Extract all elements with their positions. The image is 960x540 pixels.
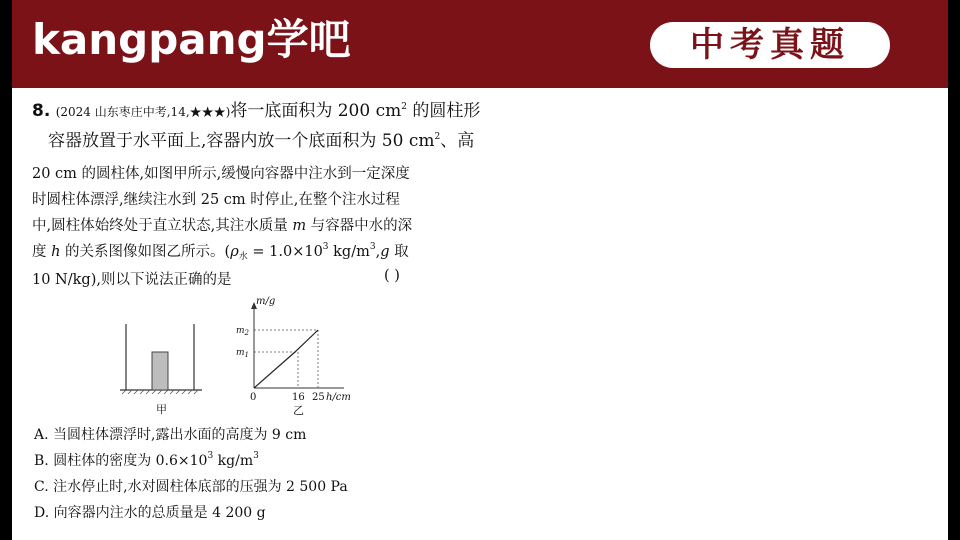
question-text: 中,圆柱体始终处于直立状态,其注水质量 bbox=[32, 218, 293, 234]
question-text: 的圆柱形 bbox=[406, 101, 481, 121]
option-d[interactable] bbox=[34, 502, 266, 522]
origin-label: 0 bbox=[250, 392, 257, 403]
header-banner bbox=[12, 0, 948, 88]
question-line-1 bbox=[32, 96, 480, 121]
option-text: 圆柱体的密度为 0.6×10 bbox=[53, 453, 208, 469]
figure-label-yi: 乙 bbox=[293, 404, 304, 417]
m1-tick-label: $m_1$ bbox=[236, 348, 250, 359]
question-text: 的关系图像如图乙所示。( bbox=[60, 244, 231, 260]
floor-hatching bbox=[122, 390, 198, 394]
option-text: kg/m bbox=[213, 453, 254, 469]
question-text: 取 bbox=[389, 244, 409, 260]
question-line-7: 10 N/kg),则以下说法正确的是 bbox=[32, 272, 232, 288]
variable-m: m bbox=[292, 218, 307, 234]
variable-h: h bbox=[51, 244, 61, 260]
option-text: 注水停止时,水对圆柱体底部的压强为 2 500 Pa bbox=[53, 479, 348, 495]
x-tick-16: 16 bbox=[292, 392, 305, 403]
option-b[interactable] bbox=[34, 450, 259, 470]
superscript: 2 bbox=[401, 102, 407, 112]
question-line-2 bbox=[48, 126, 474, 151]
content-area bbox=[12, 0, 948, 540]
question-text: 将一底面积为 200 cm bbox=[230, 101, 402, 121]
superscript: 3 bbox=[322, 242, 329, 252]
figure-area bbox=[112, 292, 452, 422]
option-text: 向容器内注水的总质量是 4 200 g bbox=[53, 505, 266, 521]
question-text: 与容器中水的深 bbox=[306, 218, 413, 234]
y-axis-label: m/g bbox=[256, 296, 276, 307]
question-text: 容器放置于水平面上,容器内放一个底面积为 50 cm bbox=[48, 131, 435, 151]
option-text: 当圆柱体漂浮时,露出水面的高度为 9 cm bbox=[53, 427, 307, 443]
option-a[interactable] bbox=[34, 424, 306, 444]
option-label: B. bbox=[34, 453, 49, 469]
question-line-5 bbox=[32, 214, 412, 235]
figure-label-jia: 甲 bbox=[156, 403, 167, 416]
superscript: 3 bbox=[207, 451, 214, 461]
question-text: kg/m bbox=[328, 244, 370, 260]
figure-container-diagram bbox=[120, 324, 202, 416]
question-line-3: 20 cm 的圆柱体,如图甲所示,缓慢向容器中注水到一定深度 bbox=[32, 166, 410, 182]
question-text: = 1.0×10 bbox=[247, 244, 323, 260]
question-line-6 bbox=[32, 240, 409, 262]
superscript: 2 bbox=[434, 132, 441, 142]
series-line bbox=[254, 330, 318, 388]
superscript: 3 bbox=[253, 451, 259, 461]
option-c[interactable] bbox=[34, 476, 348, 496]
x-axis-label: h/cm bbox=[326, 392, 351, 403]
question-text: , bbox=[375, 244, 381, 260]
variable-rho: ρ bbox=[230, 244, 239, 260]
question-text: 度 bbox=[32, 244, 52, 260]
subscript: 水 bbox=[238, 252, 248, 262]
brand-title: kangpang学吧 bbox=[32, 15, 351, 64]
option-label: C. bbox=[34, 479, 49, 495]
question-text: 、高 bbox=[440, 131, 475, 151]
variable-g: g bbox=[380, 244, 390, 260]
category-badge bbox=[650, 22, 890, 68]
option-label: D. bbox=[34, 505, 50, 521]
answer-blank: ( ) bbox=[384, 268, 400, 284]
category-badge-label: 中考真题 bbox=[690, 25, 850, 65]
question-source: (2024 山东枣庄中考,14,★★★) bbox=[55, 105, 231, 119]
cylinder-body bbox=[152, 352, 168, 390]
option-label: A. bbox=[34, 427, 49, 443]
question-line-4: 时圆柱体漂浮,继续注水到 25 cm 时停止,在整个注水过程 bbox=[32, 192, 400, 208]
question-number: 8. bbox=[32, 101, 51, 121]
x-tick-25: 25 bbox=[312, 392, 325, 403]
m2-tick-label: $m_2$ bbox=[236, 326, 250, 337]
figure-graph bbox=[236, 296, 351, 417]
superscript: 3 bbox=[369, 242, 376, 252]
